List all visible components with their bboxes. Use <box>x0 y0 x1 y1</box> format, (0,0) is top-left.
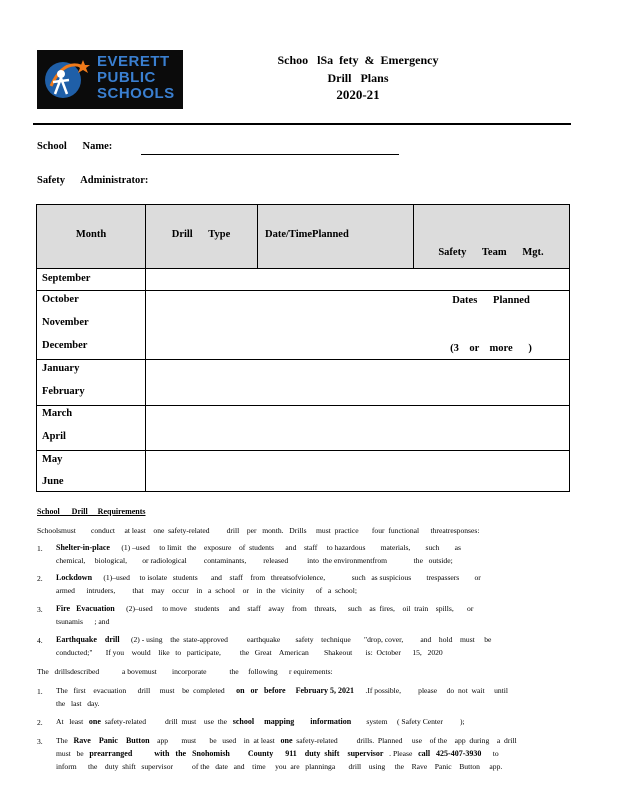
req-item-line2: conducted;" If you would like to participate, the Great American Shakeout is: October 15, 2020 <box>56 648 443 657</box>
req2-text: system ( Safety Center ); <box>366 717 465 726</box>
header-team-dates <box>413 213 569 389</box>
month-december: December <box>42 340 88 351</box>
req-item-title: Shelter-in-place <box>56 543 110 552</box>
logo-line3: SCHOOLS <box>97 85 175 102</box>
req2-rave-line3: inform the duty shift supervisor of the date and time you are planninga drill using the Rave Panic Button app. <box>56 762 503 771</box>
req-item-shelter <box>56 543 461 552</box>
row-divider <box>37 290 569 291</box>
req2-line2: the last day. <box>56 699 100 708</box>
month-march: March <box>42 408 73 419</box>
month-september: September <box>42 273 91 284</box>
req2-text: At least <box>56 717 84 726</box>
row-divider <box>37 359 569 360</box>
req2-text: safety-related drills. Planned use of the app during a drill <box>296 736 517 745</box>
header-team-line1: Safety Team Mgt. <box>438 247 544 258</box>
req2-text: The <box>56 736 68 745</box>
month-january: January <box>42 363 80 374</box>
req-item-line2: chemical, biological, or radiological contaminants, released into the environmentfrom the outside; <box>56 556 453 565</box>
row-divider <box>37 450 569 451</box>
req2-bold: school mapping information <box>232 717 352 726</box>
row-divider <box>37 405 569 406</box>
month-november: November <box>42 317 89 328</box>
req2-text: to <box>492 749 499 758</box>
req2-item-evacuation <box>56 686 508 695</box>
item-number: 4. <box>37 636 43 645</box>
logo-line2: PUBLIC <box>97 69 156 86</box>
month-february: February <box>42 386 85 397</box>
req2-bold: Rave Panic Button <box>73 736 150 745</box>
title-line2: Drill Plans <box>327 71 389 85</box>
col-divider <box>145 205 146 491</box>
col-divider <box>257 205 258 268</box>
req2-bold: one <box>88 717 101 726</box>
req-item-line1: (1) –used to limit the exposure of students and staff to hazardous materials, such as <box>121 543 461 552</box>
month-april: April <box>42 431 66 442</box>
req-item-line1: (2) - using the state-approved earthquake safety technique "drop, cover, and hold must be <box>130 635 492 644</box>
req-item-line1: (2)–used to move students and staff away from threats, such as fires, oil train spills, or <box>126 604 474 613</box>
req2-text: app must be used in at least <box>157 736 275 745</box>
req2-text: . Please <box>389 749 413 758</box>
item-number: 3. <box>37 737 43 746</box>
header-month: Month <box>75 229 107 240</box>
header-team-line2: Dates Planned <box>452 295 530 306</box>
req-item-title: Earthquake drill <box>56 635 120 644</box>
school-name-label: School Name: <box>37 141 113 152</box>
req2-item-rave <box>56 736 517 745</box>
item-number: 2. <box>37 574 43 583</box>
month-june: June <box>42 476 64 487</box>
req2-bold: prearranged with the Snohomish County 911 duty shift supervisor <box>89 749 384 758</box>
req-item-line2: armed intruders, that may occur in a school or in the vicinity of a school; <box>56 586 357 595</box>
header-team-line3: (3 or more ) <box>450 343 532 354</box>
req-item-fire <box>56 604 473 613</box>
req-item-title: Fire Evacuation <box>56 604 115 613</box>
school-name-field[interactable] <box>141 154 399 155</box>
req2-text: .If possible, please do not wait until <box>365 686 508 695</box>
logo-line1: EVERETT <box>97 53 170 70</box>
requirements-intro: Schoolsmust conduct at least one safety-related drill per month. Drills must practice four functional threatresponses: <box>37 526 480 535</box>
header-date-time: Date/TimePlanned <box>265 229 349 240</box>
item-number: 1. <box>37 544 43 553</box>
req2-bold: call 425-407-3930 <box>418 749 482 758</box>
item-number: 2. <box>37 718 43 727</box>
month-october: October <box>42 294 79 305</box>
req2-bold: on or before February 5, 2021 <box>236 686 355 695</box>
req2-text: The first evacuation drill must be completed <box>56 686 225 695</box>
req-item-title: Lockdown <box>56 573 93 582</box>
req-item-line1: (1)–used to isolate students and staff from threatsofviolence, such as suspicious trespassers or <box>103 573 481 582</box>
req2-text: safety-related drill must use the <box>104 717 228 726</box>
title-line3: 2020-21 <box>336 87 380 102</box>
district-logo <box>37 50 183 109</box>
req-item-line2: tsunamis ; and <box>56 617 110 626</box>
item-number: 3. <box>37 605 43 614</box>
req-item-earthquake <box>56 635 491 644</box>
requirements-intro2: The drillsdescribed a bovemust incorporate the following r equirements: <box>37 667 333 676</box>
req2-text: must be <box>56 749 84 758</box>
header-rule <box>33 123 571 125</box>
header-drill-type: Drill Type <box>171 229 231 240</box>
req2-bold: one <box>280 736 293 745</box>
requirements-heading: School Drill Requirements <box>37 507 146 516</box>
req-item-lockdown <box>56 573 481 582</box>
safety-admin-label: Safety Administrator: <box>37 175 149 186</box>
logo-text <box>97 54 175 102</box>
month-may: May <box>42 454 63 465</box>
req2-rave-line2 <box>56 749 499 758</box>
item-number: 1. <box>37 687 43 696</box>
req2-item-mapping <box>56 717 465 726</box>
title-line1: Schoo lSa fety & Emergency <box>277 53 439 67</box>
drill-plan-table <box>36 204 570 492</box>
